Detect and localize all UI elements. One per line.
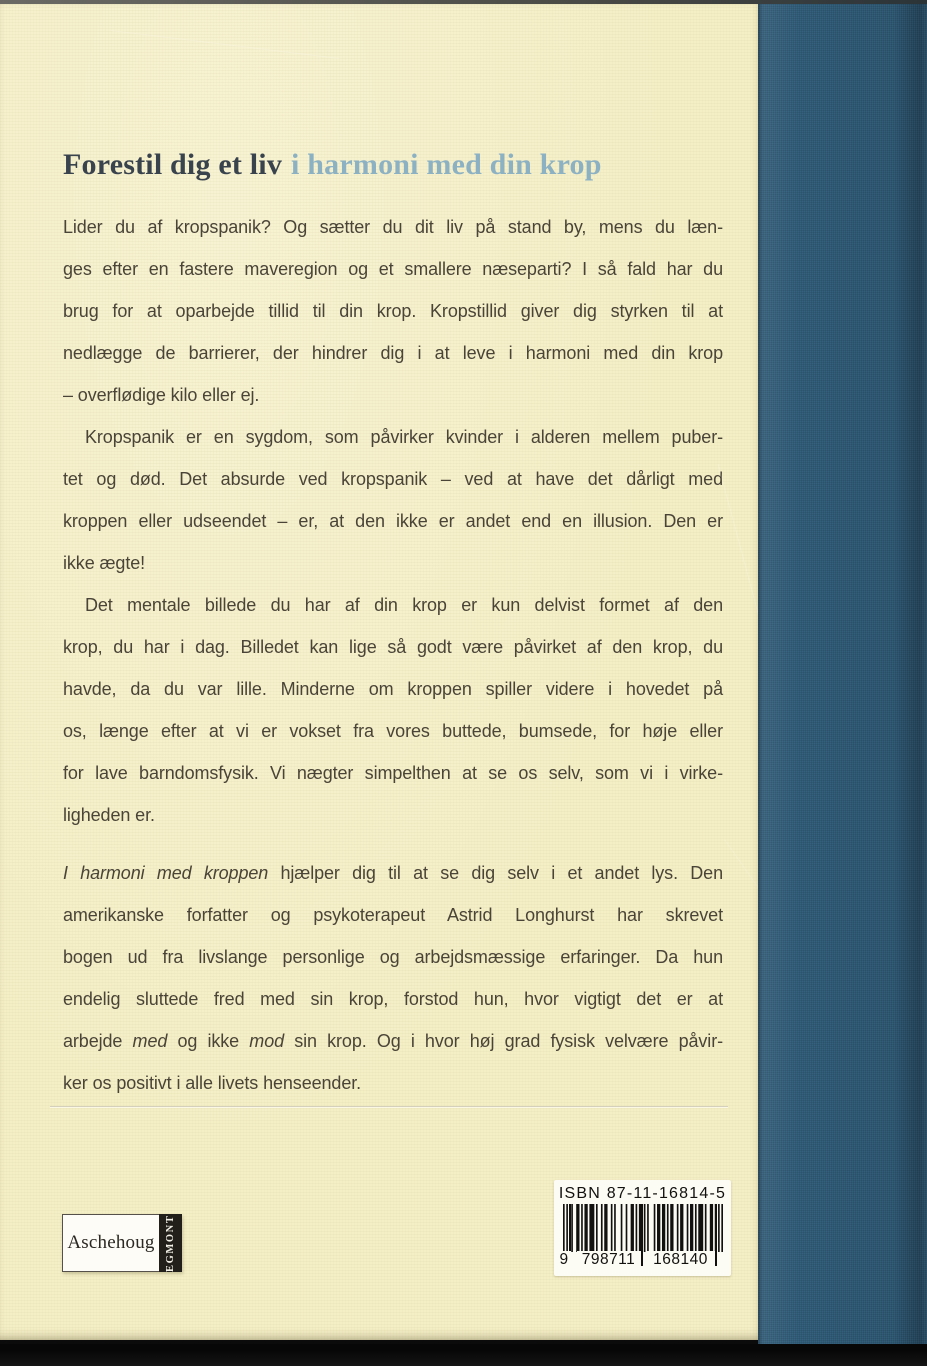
body-line: havde, da du var lille. Minderne om kroppen spiller videre i hovedet på [63,679,723,699]
body-line: amerikanske forfatter og psykoterapeut Astrid Longhurst har skrevet [63,905,723,925]
publisher-name: Aschehoug [62,1214,159,1272]
body-line: tet og død. Det absurde ved kropspanik – ved at have det dårligt med [63,469,723,489]
body-line: os, længe efter at vi er vokset fra vores buttede, bumsede, for høje eller [63,721,723,741]
publisher-logo [62,1214,182,1272]
body-line: I harmoni med kroppen hjælper dig til at se dig selv i et andet lys. Den [63,863,724,883]
body-line: Kropspanik er en sygdom, som påvirker kvinder i alderen mellem puber- [85,427,723,447]
body-line: nedlægge de barrierer, der hindrer dig i at leve i harmoni med din krop [63,343,723,363]
body-line: krop, du har i dag. Billedet kan lige så godt være påvirket af den krop, du [63,637,723,657]
publisher-imprint: EGMONT [159,1214,182,1272]
title-dark-part: Forestil dig et liv [63,148,283,181]
paper-scratch [111,30,339,59]
body-line: brug for at oparbejde tillid til din krop. Kropstillid giver dig styrken til at [63,301,723,321]
divider-rule [50,1106,728,1108]
body-line: endelig sluttede fred med sin krop, forstod hun, hvor vigtigt det er at [63,989,723,1009]
isbn-block [554,1180,731,1276]
body-line: for lave barndomsfysik. Vi nægter simpelthen at se os selv, som vi i virke- [63,763,723,783]
book-spine [758,0,927,1347]
photo-top-edge [0,0,927,4]
body-paragraph [63,206,723,416]
body-line: bogen ud fra livslange personlige og arbejdsmæssige erfaringer. Da hun [63,947,723,967]
barcode-digit-group: 798711 [577,1251,641,1268]
body-paragraph [63,852,723,1104]
body-line: ikke ægte! [63,553,146,573]
body-line: Det mentale billede du har af din krop er kun delvist formet af den [85,595,723,615]
body-text [63,206,723,1104]
body-line: ligheden er. [63,805,155,825]
body-paragraph [63,416,723,584]
body-line: ges efter en fastere maveregion og et smallere næseparti? I så fald har du [63,259,723,279]
page-title [63,145,743,185]
body-line: ker os positivt i alle livets henseender. [63,1073,362,1093]
body-line: kroppen eller udseendet – er, at den ikke er andet end en illusion. Den er [63,511,723,531]
isbn-label: ISBN 87-11-16814-5 [558,1185,727,1202]
body-line: arbejde med og ikke mod sin krop. Og i hvor høj grad fysisk velvære påvir- [63,1031,723,1051]
body-line: Lider du af kropspanik? Og sætter du dit liv på stand by, mens du læn- [63,217,723,237]
barcode-digit-group: 168140 [647,1251,715,1268]
barcode-digit-group: 9 [559,1251,569,1268]
body-line: – overflødige kilo eller ej. [63,385,260,405]
title-light-part: i harmoni med din krop [291,148,602,181]
back-cover-page [0,4,762,1340]
background-surface [0,1344,927,1366]
body-paragraph [63,584,723,836]
barcode-digits [559,1251,723,1268]
barcode [559,1204,723,1268]
